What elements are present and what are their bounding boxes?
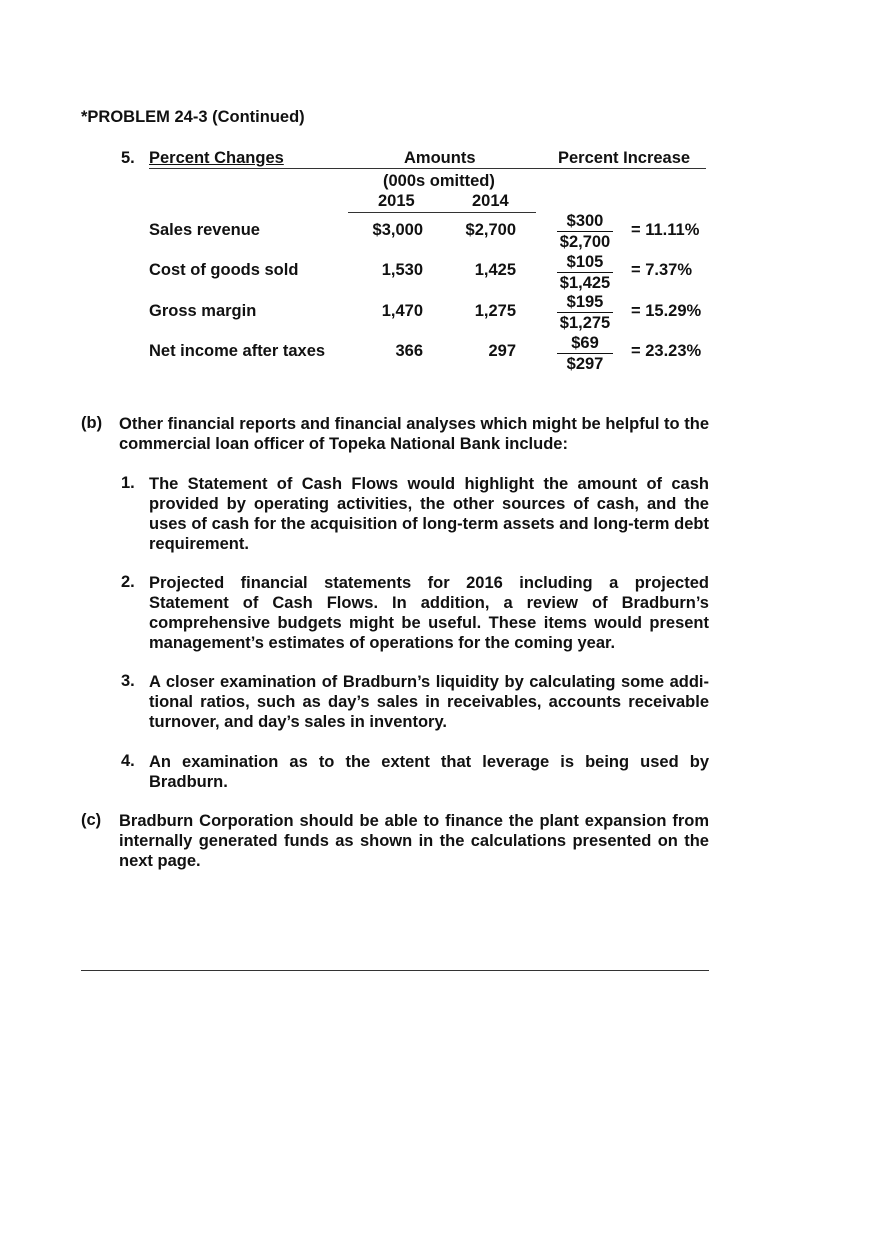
value-2014: 297: [488, 342, 516, 360]
value-2015: 1,470: [381, 302, 423, 320]
list-item-text: A closer examination of Bradburn’s liquidity by calculating some addi-tional ratios, such as day’s sales in receivables, accounts receivable turnover, and day’s sales in inventory.: [149, 673, 709, 731]
amounts-subheading: (000s omitted): [383, 172, 495, 190]
fraction-bar: [557, 312, 613, 313]
list-item-text: An examination as to the extent that leverage is being used by Bradburn.: [149, 753, 709, 791]
list-item-number: 3.: [121, 672, 135, 690]
denominator: $2,700: [559, 233, 611, 251]
value-2015: $3,000: [372, 221, 423, 239]
footer-rule: [81, 970, 709, 971]
percent-result: = 7.37%: [631, 261, 693, 279]
part-c-marker: (c): [81, 811, 102, 829]
denominator: $1,275: [559, 314, 611, 332]
fraction: [557, 211, 613, 252]
row-label: Net income after taxes: [149, 342, 326, 360]
percent-result: = 23.23%: [631, 342, 702, 360]
list-item-text: The Statement of Cash Flows would highlight the amount of cash provided by operating activities, the other sources of cash, and the uses of cash for the acquisition of long-term assets and long-term debt requirement.: [149, 475, 709, 553]
item-number-5: 5.: [121, 149, 135, 167]
value-2014: 1,275: [474, 302, 516, 320]
numerator: $300: [566, 212, 604, 230]
percent-changes-heading: Percent Changes: [149, 149, 284, 167]
fraction-bar: [557, 353, 613, 354]
value-2015: 1,530: [381, 261, 423, 279]
fraction: [557, 252, 613, 293]
row-label: Gross margin: [149, 302, 257, 320]
list-item-number: 1.: [121, 474, 135, 492]
percent-result: = 15.29%: [631, 302, 702, 320]
fraction-bar: [557, 231, 613, 232]
part-b-marker: (b): [81, 414, 103, 432]
percent-result: = 11.11%: [631, 221, 700, 239]
amounts-heading: Amounts: [404, 149, 476, 167]
value-2014: 1,425: [474, 261, 516, 279]
value-2015: 366: [395, 342, 423, 360]
list-item-number: 2.: [121, 573, 135, 591]
row-label: Sales revenue: [149, 221, 260, 239]
list-item-text: Projected financial statements for 2016 including a projected Statement of Cash Flows. In addition, a review of Bradburn’s comprehensive budgets might be useful. These items would present management’s estimates of operations for the coming year.: [149, 574, 709, 652]
numerator: $69: [571, 334, 599, 352]
year-2015-heading: 2015: [378, 192, 415, 210]
percent-increase-heading: Percent Increase: [558, 149, 691, 167]
part-b-intro: Other financial reports and financial analyses which might be helpful to the commercial loan officer of Topeka National Bank include:: [119, 415, 709, 453]
fraction: [557, 292, 613, 333]
fraction-bar: [557, 272, 613, 273]
numerator: $195: [566, 293, 604, 311]
problem-title: *PROBLEM 24-3 (Continued): [81, 108, 305, 126]
header-rule: [149, 168, 706, 169]
year-2014-heading: 2014: [472, 192, 509, 210]
denominator: $297: [566, 355, 604, 373]
denominator: $1,425: [559, 274, 611, 292]
value-2014: $2,700: [465, 221, 516, 239]
row-label: Cost of goods sold: [149, 261, 299, 279]
years-rule: [348, 212, 536, 213]
fraction: [557, 333, 613, 374]
part-c-text: Bradburn Corporation should be able to finance the plant expansion from internally generated funds as shown in the calculations presented on the next page.: [119, 812, 709, 870]
numerator: $105: [566, 253, 604, 271]
list-item-number: 4.: [121, 752, 135, 770]
